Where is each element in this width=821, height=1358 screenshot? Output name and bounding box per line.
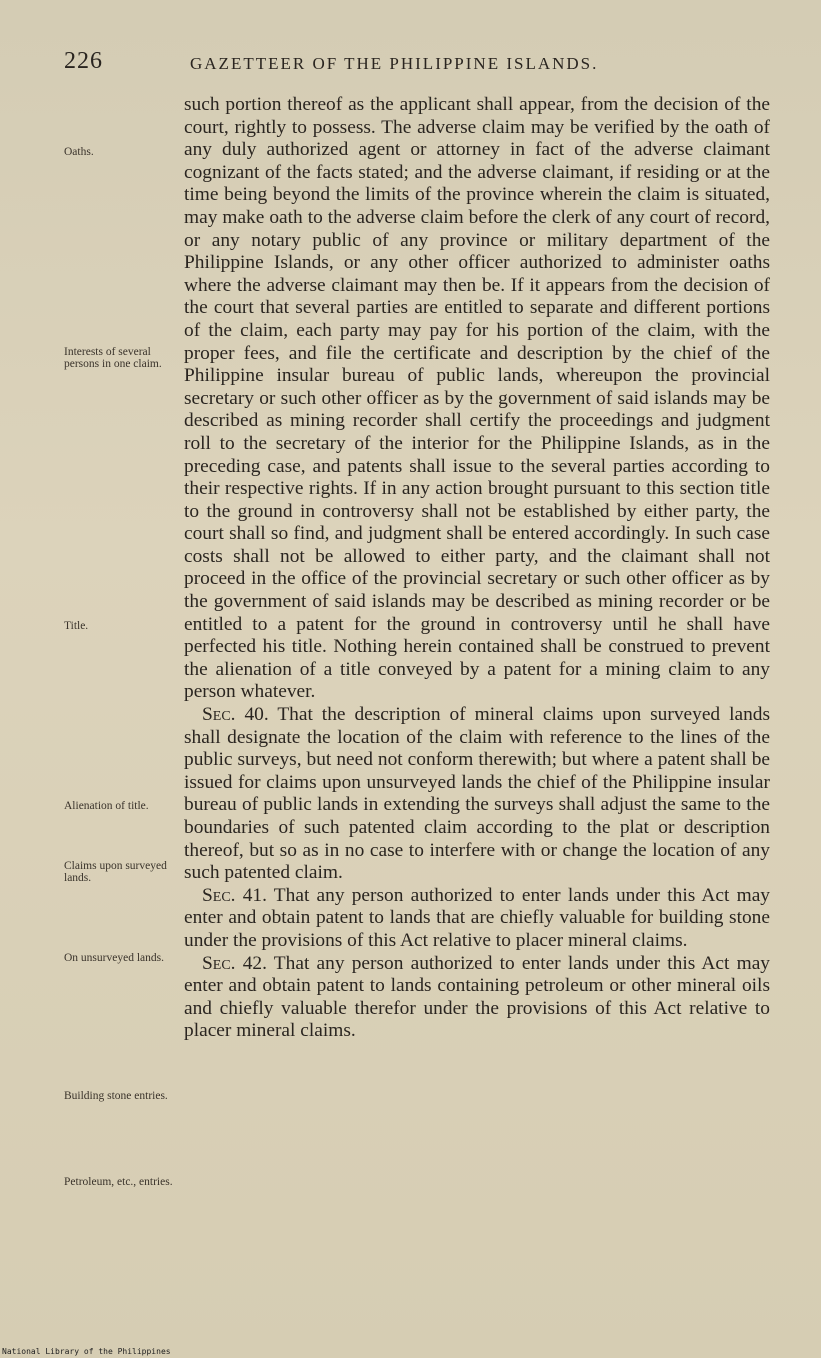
side-note-alienation: Alienation of title.	[64, 800, 149, 812]
page-header	[64, 48, 781, 78]
section-paragraph	[184, 953, 770, 1043]
running-title: GAZETTEER OF THE PHILIPPINE ISLANDS.	[190, 54, 599, 73]
page-number: 226	[64, 48, 103, 74]
side-note-petroleum: Petroleum, etc., entries.	[64, 1176, 173, 1188]
side-note-interests: Interests of several persons in one claim.	[64, 346, 162, 370]
side-note-title: Title.	[64, 620, 89, 632]
paragraph-text: That any person authorized to enter lands under this Act may enter and obtain patent to lands that are chiefly valuable for building stone under the provisions of this Act relative to placer mineral claims.	[184, 884, 771, 951]
side-note-building-stone: Building stone entries.	[64, 1090, 168, 1102]
library-watermark: National Library of the Philippines	[2, 1347, 171, 1356]
side-note-surveyed: Claims upon surveyed lands.	[64, 860, 167, 884]
section-paragraph	[184, 885, 770, 953]
section-label: Sec. 42.	[202, 952, 267, 974]
paragraph-text: That any person authorized to enter lands under this Act may enter and obtain patent to lands containing petroleum or other mineral oils and chiefly valuable therefor under the provisions of this Act relative to placer mineral claims.	[184, 952, 771, 1042]
side-note-unsurveyed: On unsurveyed lands.	[64, 952, 164, 964]
main-text	[184, 94, 770, 1043]
section-paragraph	[184, 704, 770, 885]
section-label: Sec. 41.	[202, 884, 267, 906]
side-note-oaths: Oaths.	[64, 146, 94, 158]
paragraph-text: That the description of mineral claims upon surveyed lands shall designate the location of the claim with reference to the lines of the public surveys, but need not conform therewith; but where a patent shall be issued for claims upon unsurveyed lands the chief of the Philippine insular bureau of public lands in extending the surveys shall adjust the same to the boundaries of such patented claim according to the plat or description thereof, but so as in no case to interfere with or change the location of any such patented claim.	[184, 704, 771, 884]
section-label: Sec. 40.	[202, 704, 269, 726]
paragraph: such portion thereof as the applicant shall appear, from the decision of the court, rightly to possess. The adverse claim may be verified by the oath of any duly authorized agent or attorney in fact of the adverse claimant cognizant of the facts stated; and the adverse claimant, if residing or at the time being beyond the limits of the province wherein the claim is situated, may make oath to the adverse claim before the clerk of any court of record, or any notary public of any province or military department of the Philippine Islands, or any other officer authorized to administer oaths where the adverse claimant may then be. If it appears from the decision of the court that several parties are entitled to separate and different portions of the claim, each party may pay for his portion of the claim, with the proper fees, and file the certificate and description by the chief of the Philippine insular bureau of public lands, whereupon the provincial secretary or such other officer as by the government of said islands may be described as mining recorder shall certify the proceedings and judgment roll to the secretary of the interior for the Philippine Islands, as in the preceding case, and patents shall issue to the several parties according to their respective rights. If in any action brought pursuant to this section title to the ground in controversy shall not be established by either party, the court shall so find, and judgment shall be entered accordingly. In such case costs shall not be allowed to either party, and the claimant shall not proceed in the office of the provincial secretary or such other officer as by the government of said islands may be described as mining recorder or be entitled to a patent for the ground in controversy until he shall have perfected his title. Nothing herein contained shall be construed to prevent the alienation of a title conveyed by a patent for a mining claim to any person whatever.	[184, 94, 770, 703]
